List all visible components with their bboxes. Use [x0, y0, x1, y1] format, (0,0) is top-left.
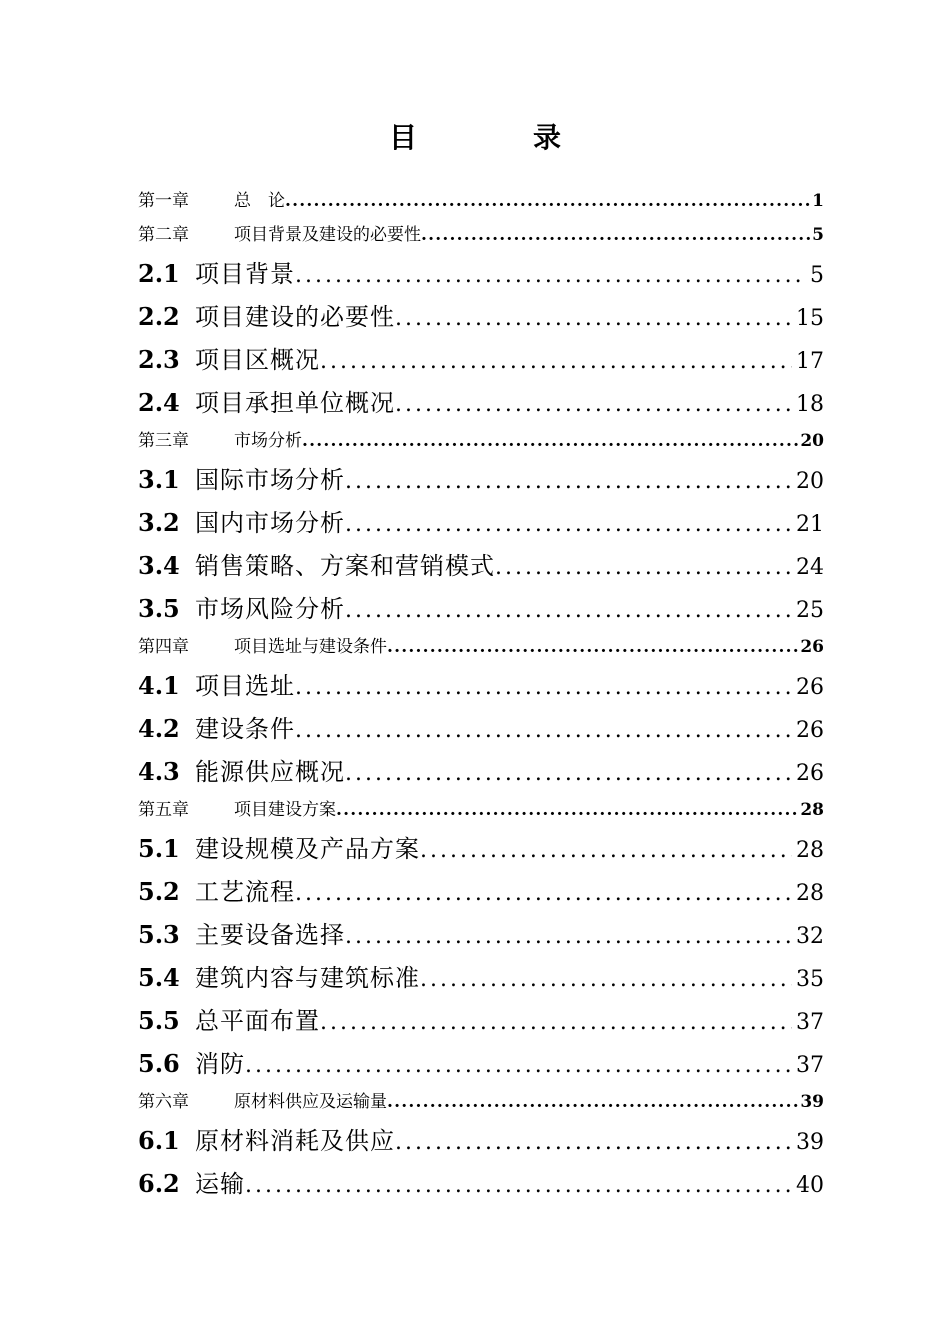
toc-entry-title: 项目背景及建设的必要性	[234, 225, 421, 245]
toc-entry-number: 2.1	[138, 259, 180, 288]
toc-entry-label	[138, 587, 345, 630]
toc-dot-leader	[421, 218, 810, 252]
toc-section-entry[interactable]	[138, 587, 824, 630]
toc-page-number: 18	[796, 392, 824, 417]
toc-dot-leader	[345, 503, 792, 544]
toc-entry-title: 市场分析	[234, 431, 302, 451]
toc-entry-number: 6.1	[138, 1126, 180, 1155]
toc-entry-number: 5.4	[138, 963, 180, 992]
toc-page-number: 40	[796, 1173, 824, 1198]
toc-entry-label	[138, 750, 345, 793]
toc-entry-title: 原材料消耗及供应	[195, 1127, 395, 1155]
toc-entry-label	[138, 338, 320, 381]
toc-entry-number: 5.1	[138, 834, 180, 863]
toc-entry-title: 总 论	[234, 191, 285, 211]
toc-section-entry[interactable]	[138, 707, 824, 750]
table-of-contents	[138, 184, 824, 1205]
toc-page-number: 26	[796, 718, 824, 743]
toc-chapter-entry[interactable]	[138, 1085, 824, 1119]
toc-entry-title: 总平面布置	[195, 1007, 320, 1035]
toc-entry-title: 建设规模及产品方案	[195, 835, 420, 863]
toc-entry-title: 主要设备选择	[195, 921, 345, 949]
toc-page-number: 37	[796, 1010, 824, 1035]
toc-page-number: 5	[810, 263, 824, 288]
toc-entry-title: 项目选址	[195, 672, 295, 700]
toc-chapter-entry[interactable]	[138, 184, 824, 218]
toc-dot-leader	[495, 546, 792, 587]
toc-page-number: 21	[796, 512, 824, 537]
toc-entry-title: 国内市场分析	[195, 509, 345, 537]
toc-entry-label	[138, 501, 345, 544]
toc-entry-title: 销售策略、方案和营销模式	[195, 552, 495, 580]
toc-section-entry[interactable]	[138, 750, 824, 793]
toc-entry-title: 消防	[195, 1050, 245, 1078]
toc-entry-label	[138, 458, 345, 501]
toc-entry-label	[138, 295, 395, 338]
toc-entry-label	[138, 1119, 395, 1162]
toc-section-entry[interactable]	[138, 338, 824, 381]
toc-section-entry[interactable]	[138, 999, 824, 1042]
toc-section-entry[interactable]	[138, 501, 824, 544]
toc-page-number: 39	[796, 1130, 824, 1155]
toc-entry-number: 第五章	[138, 800, 189, 820]
toc-dot-leader	[345, 460, 792, 501]
toc-entry-title: 项目背景	[195, 260, 295, 288]
toc-dot-leader	[420, 829, 792, 870]
toc-entry-number: 4.3	[138, 757, 180, 786]
toc-entry-label	[138, 707, 295, 750]
toc-dot-leader	[320, 1001, 792, 1042]
toc-entry-title: 项目承担单位概况	[195, 389, 395, 417]
toc-section-entry[interactable]	[138, 295, 824, 338]
toc-section-entry[interactable]	[138, 956, 824, 999]
toc-entry-number: 3.2	[138, 508, 180, 537]
toc-dot-leader	[345, 915, 792, 956]
toc-section-entry[interactable]	[138, 1119, 824, 1162]
toc-entry-number: 第六章	[138, 1092, 189, 1112]
toc-entry-number: 2.4	[138, 388, 180, 417]
toc-entry-label	[138, 870, 295, 913]
toc-section-entry[interactable]	[138, 664, 824, 707]
toc-page-number: 28	[796, 838, 824, 863]
page-title: 目 录	[388, 121, 605, 154]
toc-entry-number: 2.3	[138, 345, 180, 374]
toc-entry-title: 项目区概况	[195, 346, 320, 374]
toc-page-number: 25	[796, 598, 824, 623]
toc-entry-number: 5.2	[138, 877, 180, 906]
toc-section-entry[interactable]	[138, 458, 824, 501]
toc-entry-label	[138, 184, 285, 218]
toc-dot-leader	[345, 752, 792, 793]
toc-page-number: 24	[796, 555, 824, 580]
toc-dot-leader	[420, 958, 792, 999]
toc-entry-title: 工艺流程	[195, 878, 295, 906]
toc-entry-number: 3.1	[138, 465, 180, 494]
toc-entry-label	[138, 218, 421, 252]
toc-entry-number: 3.4	[138, 551, 180, 580]
toc-entry-label	[138, 1162, 245, 1205]
toc-entry-title: 运输	[195, 1170, 245, 1198]
toc-entry-number: 5.3	[138, 920, 180, 949]
toc-entry-label	[138, 630, 387, 664]
toc-entry-title: 建设条件	[195, 715, 295, 743]
toc-dot-leader	[295, 254, 806, 295]
toc-section-entry[interactable]	[138, 252, 824, 295]
toc-page-number: 20	[796, 469, 824, 494]
toc-page-number: 39	[800, 1092, 824, 1112]
toc-entry-label	[138, 999, 320, 1042]
toc-page-number: 17	[796, 349, 824, 374]
toc-section-entry[interactable]	[138, 1162, 824, 1205]
toc-dot-leader	[295, 872, 792, 913]
toc-section-entry[interactable]	[138, 1042, 824, 1085]
toc-entry-number: 3.5	[138, 594, 180, 623]
toc-page-number: 15	[796, 306, 824, 331]
toc-entry-label	[138, 1042, 245, 1085]
toc-entry-label	[138, 381, 395, 424]
toc-section-entry[interactable]	[138, 913, 824, 956]
toc-dot-leader	[295, 709, 792, 750]
toc-section-entry[interactable]	[138, 381, 824, 424]
toc-chapter-entry[interactable]	[138, 630, 824, 664]
toc-section-entry[interactable]	[138, 827, 824, 870]
toc-page-number: 20	[800, 431, 824, 451]
toc-entry-number: 5.6	[138, 1049, 180, 1078]
toc-page-number: 28	[796, 881, 824, 906]
toc-entry-title: 市场风险分析	[195, 595, 345, 623]
toc-page-number: 32	[796, 924, 824, 949]
toc-page-number: 26	[800, 637, 824, 657]
toc-dot-leader	[387, 1085, 798, 1119]
toc-entry-label	[138, 827, 420, 870]
toc-dot-leader	[395, 297, 792, 338]
toc-entry-number: 第四章	[138, 637, 189, 657]
toc-entry-label	[138, 1085, 387, 1119]
toc-dot-leader	[387, 630, 798, 664]
toc-chapter-entry[interactable]	[138, 218, 824, 252]
toc-dot-leader	[245, 1044, 792, 1085]
toc-section-entry[interactable]	[138, 870, 824, 913]
toc-page-number: 28	[800, 800, 824, 820]
toc-entry-number: 4.2	[138, 714, 180, 743]
toc-dot-leader	[395, 383, 792, 424]
toc-section-entry[interactable]	[138, 544, 824, 587]
toc-entry-title: 项目建设方案	[234, 800, 336, 820]
toc-dot-leader	[320, 340, 792, 381]
toc-entry-title: 国际市场分析	[195, 466, 345, 494]
toc-entry-label	[138, 793, 336, 827]
toc-chapter-entry[interactable]	[138, 424, 824, 458]
toc-entry-label	[138, 664, 295, 707]
toc-dot-leader	[395, 1121, 792, 1162]
toc-entry-label	[138, 544, 495, 587]
toc-page-number: 35	[796, 967, 824, 992]
toc-entry-label	[138, 424, 302, 458]
toc-page-number: 37	[796, 1053, 824, 1078]
toc-entry-label	[138, 913, 345, 956]
toc-entry-number: 2.2	[138, 302, 180, 331]
toc-entry-number: 4.1	[138, 671, 180, 700]
toc-entry-number: 6.2	[138, 1169, 180, 1198]
toc-page-number: 26	[796, 675, 824, 700]
toc-entry-number: 第一章	[138, 191, 189, 211]
toc-dot-leader	[302, 424, 798, 458]
toc-entry-title: 建筑内容与建筑标准	[195, 964, 420, 992]
toc-page-number: 26	[796, 761, 824, 786]
toc-entry-title: 原材料供应及运输量	[234, 1092, 387, 1112]
toc-entry-number: 第三章	[138, 431, 189, 451]
toc-entry-label	[138, 956, 420, 999]
toc-chapter-entry[interactable]	[138, 793, 824, 827]
toc-dot-leader	[245, 1164, 792, 1205]
toc-page-number: 1	[812, 191, 824, 211]
toc-dot-leader	[285, 184, 810, 218]
toc-entry-title: 能源供应概况	[195, 758, 345, 786]
toc-entry-number: 5.5	[138, 1006, 180, 1035]
toc-dot-leader	[345, 589, 792, 630]
toc-entry-title: 项目建设的必要性	[195, 303, 395, 331]
toc-entry-number: 第二章	[138, 225, 189, 245]
toc-dot-leader	[336, 793, 798, 827]
toc-page-number: 5	[812, 225, 824, 245]
toc-dot-leader	[295, 666, 792, 707]
toc-entry-label	[138, 252, 295, 295]
toc-entry-title: 项目选址与建设条件	[234, 637, 387, 657]
